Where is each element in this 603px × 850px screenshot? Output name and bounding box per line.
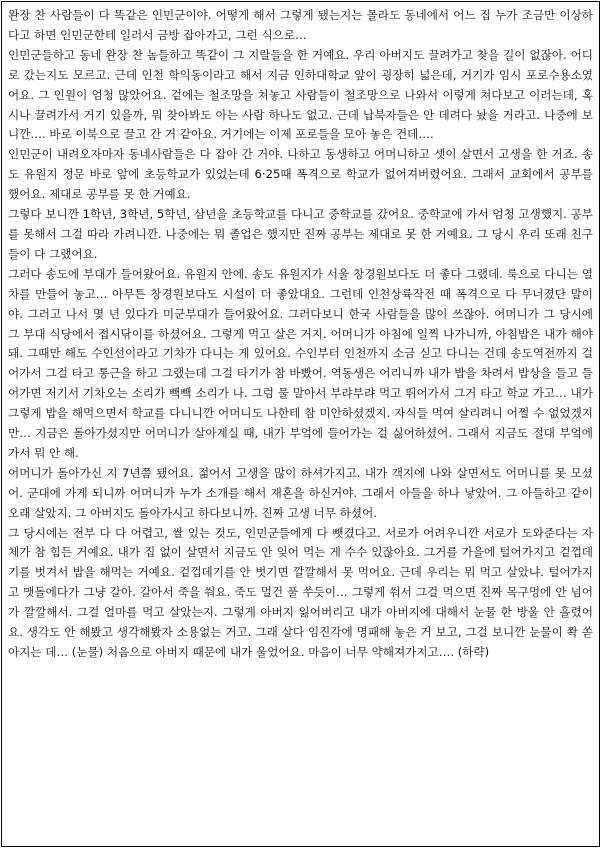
paragraph-3: 인민군이 내려오자마자 동네사람들은 다 잡아 간 거야. 나하고 동생하고 어머니하고 셋이 살면서 고생을 한 거죠. 송도 유원지 정문 바로 앞에 초등학교가 있었는데 6·25때 폭격으로 학교가 없어져버렸어요. 그래서 교회에서 공부를 했어요. 제대로 공부를 못 한 거예요. [8,147,593,202]
paragraph-2: 인민군들하고 동네 완장 찬 놈들하고 똑같이 그 지랄들을 한 거예요. 우리 아버지도 끌려가고 찾을 길이 없잖아. 어디로 갔는지도 모르고. 근데 인천 학익동이라고 해서 지금 인하대학교 앞이 굉장히 넓은데, 거기가 임시 포로수용소였어요. 그 인원이 엄청 많았어요. 겉에는 철조망을 쳐놓고 사람들이 철조망으로 나와서 이렇게 쳐다보고 이러는데, 혹시나 끌려가서 거기 있을까, 뭐 찾아봐도 아는 사람 하나도 없고. 근데 납북자들은 안 데려다 놨을 거라고. 나중에 보니깐…. 바로 이북으로 끌고 간 거 같아요. 거기에는 이제 포로들을 모아 놓은 건데…. [8,47,593,142]
paragraph-6: 어머니가 돌아가신 지 7년쯤 됐어요. 젊어서 고생을 많이 하셔가지고. 내가 객지에 나와 살면서도 어머니를 못 모셨어. 군대에 가게 되니까 어머니가 누가 소개를 해서 재혼을 하신거야. 그래서 아들을 하나 낳았어. 그 아들하고 같이 오래 살았지. 그 아버지도 돌아가시고 하다보니까. 진짜 고생 너무 하셨어. [8,465,593,520]
paragraph-1: 완장 찬 사람들이 다 똑같은 인민군이야. 어떻게 해서 그렇게 됐는지는 몰라도 동네에서 어느 집 누가 조금만 이상하다고 하면 인민군한테 일러서 금방 잡아가고, 그런 식으로… [8,8,593,42]
paragraph-4: 그렇다 보니깐 1학년, 3학년, 5학년, 삼년을 초등학교를 다니고 중학교를 갔어요. 중학교에 가서 엄청 고생했지. 공부를 못해서 그걸 따라 가려니깐. 나중에는 뭐 졸업은 했지만 진짜 공부는 제대로 못 한 거예요. 그 당시 우리 또래 친구들이 다 그랬어요. [8,207,593,261]
paragraph-7: 그 당시에는 전부 다 다 어렵고, 쌀 있는 것도, 인민군들에게 다 뺏겼다고. 서로가 어려우니깐 서로가 도와준다는 자체가 참 힘든 거예요. 내가 집 없이 살면서 지금도 안 잊어 먹는 게 수수 있잖아요. 그거를 가을에 털어가지고 겉껍데기를 벗겨서 밥을 해먹는 거예요. 겉껍데기를 안 벗기면 깔깔해서 못 먹어요. 근데 우리는 뭐 먹고 살았냐. 털어가지고 맷돌에다가 그냥 갈아. 갈아서 죽을 쒀요. 죽도 멀건 풀 쑤듯이… 그렇게 쒀서 그걸 먹으면 진짜 목구멍에 안 넘어가 깔깔해서. 그걸 얼마를 먹고 살았는지. 그렇게 아버지 잃어버리고 내가 아버지에 대해서 눈물 한 방울 안 흘렸어요. 생각도 안 해봤고 생각해봤자 소용없는 거고. 그래 살다 임진각에 명패해 놓은 거 보고, 그걸 보니깐 눈물이 쫙 쏟아지는 데… (눈물) 처음으로 아버지 때문에 내가 울었어요. 마음이 너무 약해져가지고…. (하략) [8,525,594,659]
paragraph-5: 그러다 송도에 부대가 들어왔어요. 유원지 안에. 송도 유원지가 서울 창경원보다도 더 좋다 그랬데. 룩으로 다니는 열차를 만들어 놓고… 아무튼 창경원보다도 시설이 더 좋았대요. 그런데 인천상륙작전 때 폭격으로 다 무너졌단 말이야. 그러고 나서 몇 년 있다가 미군부대가 들어왔어요. 그러다보니 한국 사람들을 많이 쓰잖아. 어머니가 그 당시에 그 부대 식당에서 접시닦이를 하셨어요. 그렇게 먹고 살은 거지. 어머니가 아침에 일찍 나가니까, 아침밥은 내가 해야 돼. 그때만 해도 수인선이라고 기차가 다니는 게 있어요. 수인부터 인천까지 소금 싣고 다니는 건데 송도역전까지 걸어가서 그걸 타고 통근을 하고 그랬는데 그걸 타기가 참 바빴어. 역동생은 어리니까 내가 밥을 차려서 밥상을 들고 들어가면 저기서 기차오는 소리가 빽빽 소리가 나. 그럼 물 말아서 부랴부랴 먹고 뛰어가서 그거 타고 학교 가고… 내가 그렇게 밥을 해먹으면서 학교를 다니니깐 어머니도 나한테 참 미안하셨겠지. 자식들 먹여 살리려니 어쩔 수 없었겠지만… 지금은 돌아가셨지만 어머니가 살아계실 때, 내가 부엌에 들어가는 걸 싫어하셨어. 그래서 지금도 절대 부엌에 가서 뭐 안 해. [8,266,593,460]
document-page [1,1,600,847]
